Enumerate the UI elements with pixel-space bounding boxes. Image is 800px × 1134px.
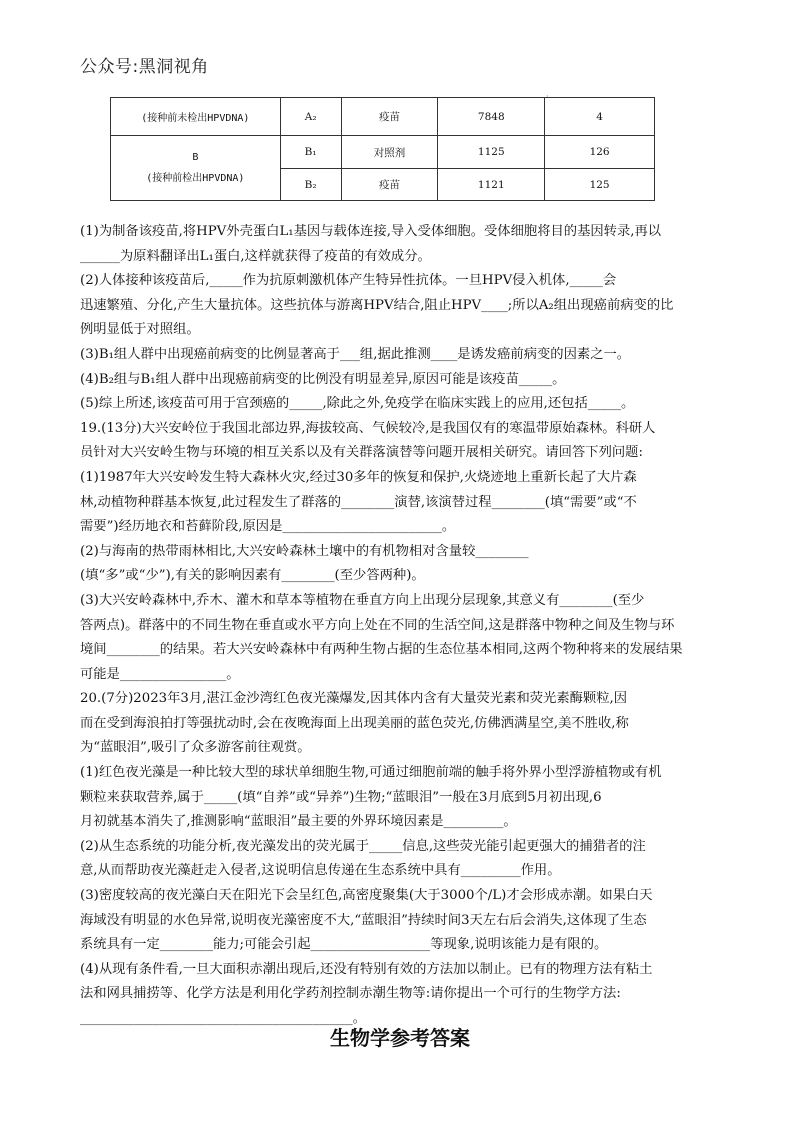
text-line: (填“多”或“少”),有关的影响因素有________(至少答两种)。: [80, 568, 425, 584]
question-body: [80, 220, 730, 1032]
question-19: [80, 417, 730, 688]
text-line: 颗粒来获取营养,属于_____(填“自养”或“异养”)生物;“蓝眼泪”一般在3月底到5月初出现,6: [80, 789, 602, 805]
text-line: 为“蓝眼泪”,吸引了众多游客前往观赏。: [80, 740, 311, 756]
table-cell-subgroup: B₂: [280, 169, 341, 201]
table-cell-subgroup: A₂: [280, 98, 341, 136]
text-line: 答两点)。群落中的不同生物在垂直或水平方向上处在不同的生活空间,这是群落中物种之间及生物与环: [80, 617, 675, 633]
answer-section-title: 生物学参考答案: [330, 1026, 470, 1050]
text-line: 境间________的结果。若大兴安岭森林中有两种生物占据的生态位基本相同,这两个物种将来的发展结果: [80, 642, 683, 658]
text-line: (4)从现有条件看,一旦大面积赤潮出现后,还没有特别有效的方法加以制止。已有的物理方法有粘土: [80, 961, 653, 977]
table-cell-cases: 125: [545, 169, 655, 201]
table-cell-cases: 126: [545, 136, 655, 169]
table-cell-group: (接种前未检出HPVDNA): [111, 98, 281, 136]
text-line: (3)大兴安岭森林中,乔木、灌木和草本等植物在垂直方向上出现分层现象,其意义有________(至少: [80, 592, 645, 608]
table-cell-count: 1121: [438, 169, 545, 201]
text-line: 迅速繁殖、分化,产生大量抗体。这些抗体与游离HPV结合,阻止HPV____;所以A₂组出现癌前病变的比: [80, 297, 674, 313]
text-line: 月初就基本消失了,推测影响“蓝眼泪”最主要的外界环境因素是_________。: [80, 814, 517, 830]
table-cell-agent: 疫苗: [341, 169, 438, 201]
question-20: [80, 687, 730, 1031]
text-line: (3)密度较高的夜光藻白天在阳光下会呈红色,高密度聚集(大于3000个/L)才会形成赤潮。如果白天: [80, 888, 653, 904]
text-line: 意,从而帮助夜光藻赶走入侵者,这说明信息传递在生态系统中具有_________作用。: [80, 863, 561, 879]
text-line: (1)为制备该疫苗,将HPV外壳蛋白L₁基因与载体连接,导入受体细胞。受体细胞将目的基因转录,再以: [80, 224, 662, 239]
text-line: (2)从生态系统的功能分析,夜光藻发出的荧光属于_____信息,这些荧光能引起更强大的捕猎者的注: [80, 838, 646, 854]
text-line: 海域没有明显的水色异常,说明夜光藻密度不大,“蓝眼泪”持续时间3天左右后会消失,这体现了生态: [80, 912, 647, 928]
question-18-continued: [80, 220, 730, 417]
watermark: 公众号:黑洞视角: [80, 57, 209, 77]
text-line: 员针对大兴安岭生物与环境的相互关系以及有关群落演替等问题开展相关研究。请回答下列问题:: [80, 445, 643, 461]
text-line: (3)B₁组人群中出现癌前病变的比例显著高于___组,据此推测____是诱发癌前病变的因素之一。: [80, 346, 631, 362]
text-line: ______为原料翻译出L₁蛋白,这样就获得了疫苗的有效成分。: [80, 248, 431, 264]
text-line: 系统具有一定________能力;可能会引起__________________等现象,说明该能力是有限的。: [80, 937, 608, 953]
text-line: _________________________________________。: [80, 1011, 366, 1026]
text-line: 需要”)经历地衣和苔藓阶段,原因是________________________。: [80, 519, 456, 535]
group-label: B: [192, 152, 199, 163]
text-line: (2)与海南的热带雨林相比,大兴安岭森林土壤中的有机物相对含量较________: [80, 543, 529, 559]
text-line: (1)1987年大兴安岭发生特大森林火灾,经过30多年的恢复和保护,火烧迹地上重新长起了大片森: [80, 469, 637, 485]
text-line: (5)综上所述,该疫苗可用于宫颈癌的_____,除此之外,免疫学在临床实践上的应用,还包括_____。: [80, 396, 635, 412]
text-line: 20.(7分)2023年3月,湛江金沙湾红色夜光藻爆发,因其体内含有大量荧光素和荧光素酶颗粒,因: [80, 691, 628, 707]
table-cell-subgroup: B₁: [280, 136, 341, 169]
table-cell-count: 7848: [438, 98, 545, 136]
text-line: (4)B₂组与B₁组人群中出现癌前病变的比例没有明显差异,原因可能是该疫苗_____。: [80, 371, 566, 387]
table-cell-count: 1125: [438, 136, 545, 169]
table-cell-group: [111, 136, 281, 201]
text-line: 可能是________________。: [80, 666, 240, 682]
text-line: 19.(13分)大兴安岭位于我国北部边界,海拔较高、气候较冷,是我国仅有的寒温带原始森林。科研人: [80, 420, 656, 436]
table-cell-cases: 4: [545, 98, 655, 136]
text-line: (1)红色夜光藻是一种比较大型的球状单细胞生物,可通过细胞前端的触手将外界小型浮游植物或有机: [80, 765, 662, 781]
table-cell-agent: 对照剂: [341, 136, 438, 169]
text-line: 而在受到海浪拍打等强扰动时,会在夜晚海面上出现美丽的蓝色荧光,仿佛洒满星空,美不胜收,称: [80, 715, 629, 731]
text-line: 例明显低于对照组。: [80, 322, 200, 338]
text-line: 法和网具捕捞等、化学方法是利用化学药剂控制赤潮生物等:请你提出一个可行的生物学方法:: [80, 986, 621, 1002]
experiment-table: [110, 97, 655, 201]
table-row: [111, 98, 655, 136]
group-note: (接种前检出HPVDNA): [146, 173, 245, 184]
table-row: [111, 136, 655, 169]
stray-dot: ·: [546, 92, 549, 101]
text-line: (2)人体接种该疫苗后,_____作为抗原刺激机体产生特异性抗体。一旦HPV侵入机体,_____会: [80, 273, 617, 289]
table-cell-agent: 疫苗: [341, 98, 438, 136]
text-line: 林,动植物种群基本恢复,此过程发生了群落的________演替,该演替过程________(填“需要”或“不: [80, 494, 637, 510]
